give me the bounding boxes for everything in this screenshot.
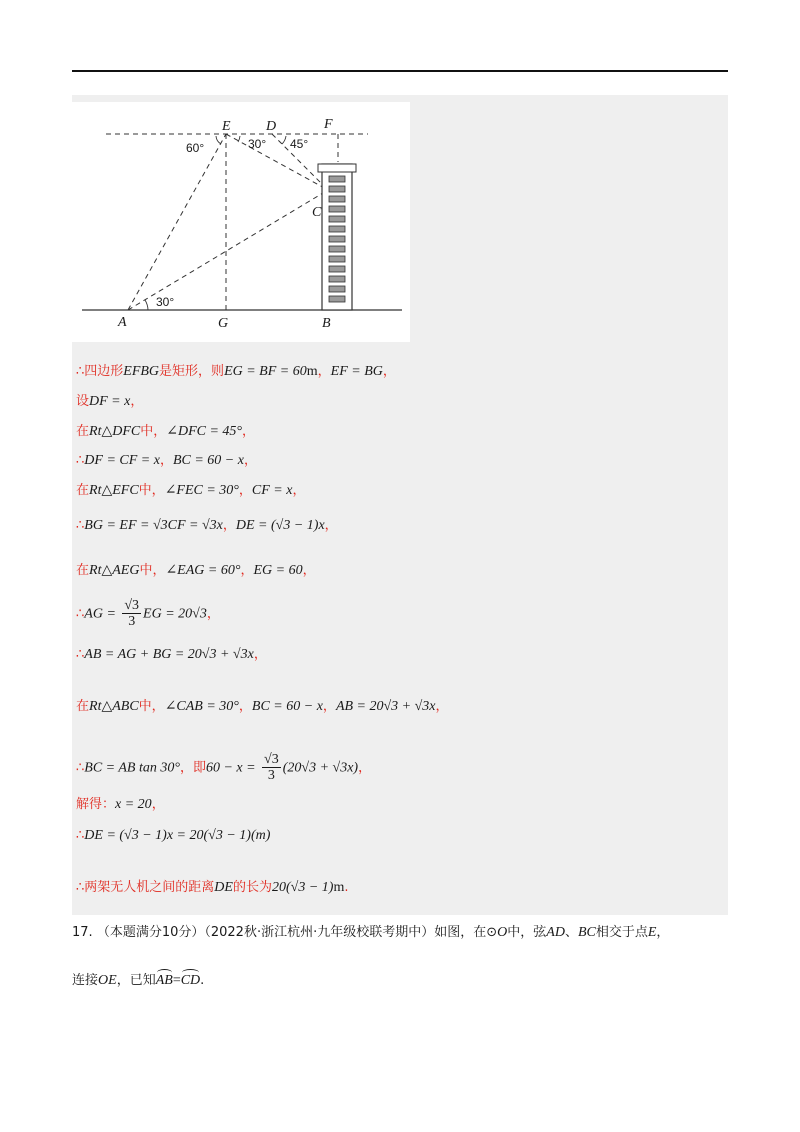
label-d: D (266, 119, 277, 134)
label-c: C (312, 205, 322, 220)
step-line-10: 在Rt△ABC中，∠CAB = 30°，BC = 60 − x，AB = 20√3 + √3x， (76, 699, 449, 714)
step-line-2: 设DF = x， (76, 394, 144, 409)
angle-arc-30-top (238, 136, 240, 142)
question-meta: （本题满分10分）（2022秋·浙江杭州·九年级校联考期中）如图，在⊙ (96, 925, 498, 940)
arc-ab: AB (155, 973, 173, 988)
fraction-sqrt3-over-3: $\frac{√3}{3}$ (124, 598, 140, 629)
question-17-line-2: 连接OE，已知AB=CD. (72, 973, 205, 988)
step-line-5: 在Rt△EFC中，∠FEC = 30°，CF = x， (76, 483, 306, 498)
arc-cd: CD (180, 973, 201, 988)
question-number: 17. (72, 925, 93, 940)
step-line-11: ∴BC = AB tan 30°，即60 − x = $\frac{√3}{3}$ (20√3 + √3x)， (76, 752, 372, 783)
step-line-1: ∴四边形EFBG是矩形，则EG = BF = 60m，EF = BG， (76, 364, 396, 379)
step-line-3: 在Rt△DFC中，∠DFC = 45°， (76, 424, 256, 439)
angle-label-30-top: 30° (248, 137, 267, 151)
step-line-13: ∴DE = (√3 − 1)x = 20(√3 − 1)(m) (76, 828, 271, 843)
geometry-figure (72, 102, 410, 342)
ac-dashed-line (128, 190, 328, 310)
angle-arc-30-bottom (145, 300, 148, 310)
step-line-6: ∴BG = EF = √3CF = √3x，DE = (√3 − 1)x， (76, 518, 338, 533)
angle-label-45: 45° (290, 137, 309, 151)
label-a: A (118, 315, 127, 330)
step-line-7: 在Rt△AEG中，∠EAG = 60°，EG = 60， (76, 563, 316, 578)
figure-svg (72, 102, 410, 342)
step-line-14: ∴两架无人机之间的距离DE的长为20(√3 − 1)m. (76, 880, 349, 895)
fraction-sqrt3-over-3-b: $\frac{√3}{3}$ (264, 752, 279, 783)
step-line-8: ∴AG = $\frac{√3}{3}$ EG = 20√3， (76, 598, 220, 629)
ec-dashed-line (226, 134, 328, 190)
ae-dashed-line (128, 134, 226, 310)
building-roof (318, 164, 356, 172)
step-line-12: 解得：x = 20， (76, 797, 165, 812)
label-g: G (218, 316, 229, 331)
step-line-4: ∴DF = CF = x，BC = 60 − x， (76, 453, 257, 468)
question-17-line-1: 17. （本题满分10分）（2022秋·浙江杭州·九年级校联考期中）如图，在⊙O中，弦AD、BC相交于点E， (72, 925, 670, 940)
angle-label-30-bottom: 30° (156, 295, 175, 309)
angle-arc-60 (216, 136, 221, 144)
angle-label-60: 60° (186, 141, 205, 155)
step-line-9: ∴AB = AG + BG = 20√3 + √3x， (76, 647, 267, 662)
angle-arc-45 (282, 136, 286, 144)
label-e: E (222, 119, 231, 134)
label-b: B (322, 316, 331, 331)
label-f: F (324, 117, 333, 132)
header-rule (72, 70, 728, 72)
